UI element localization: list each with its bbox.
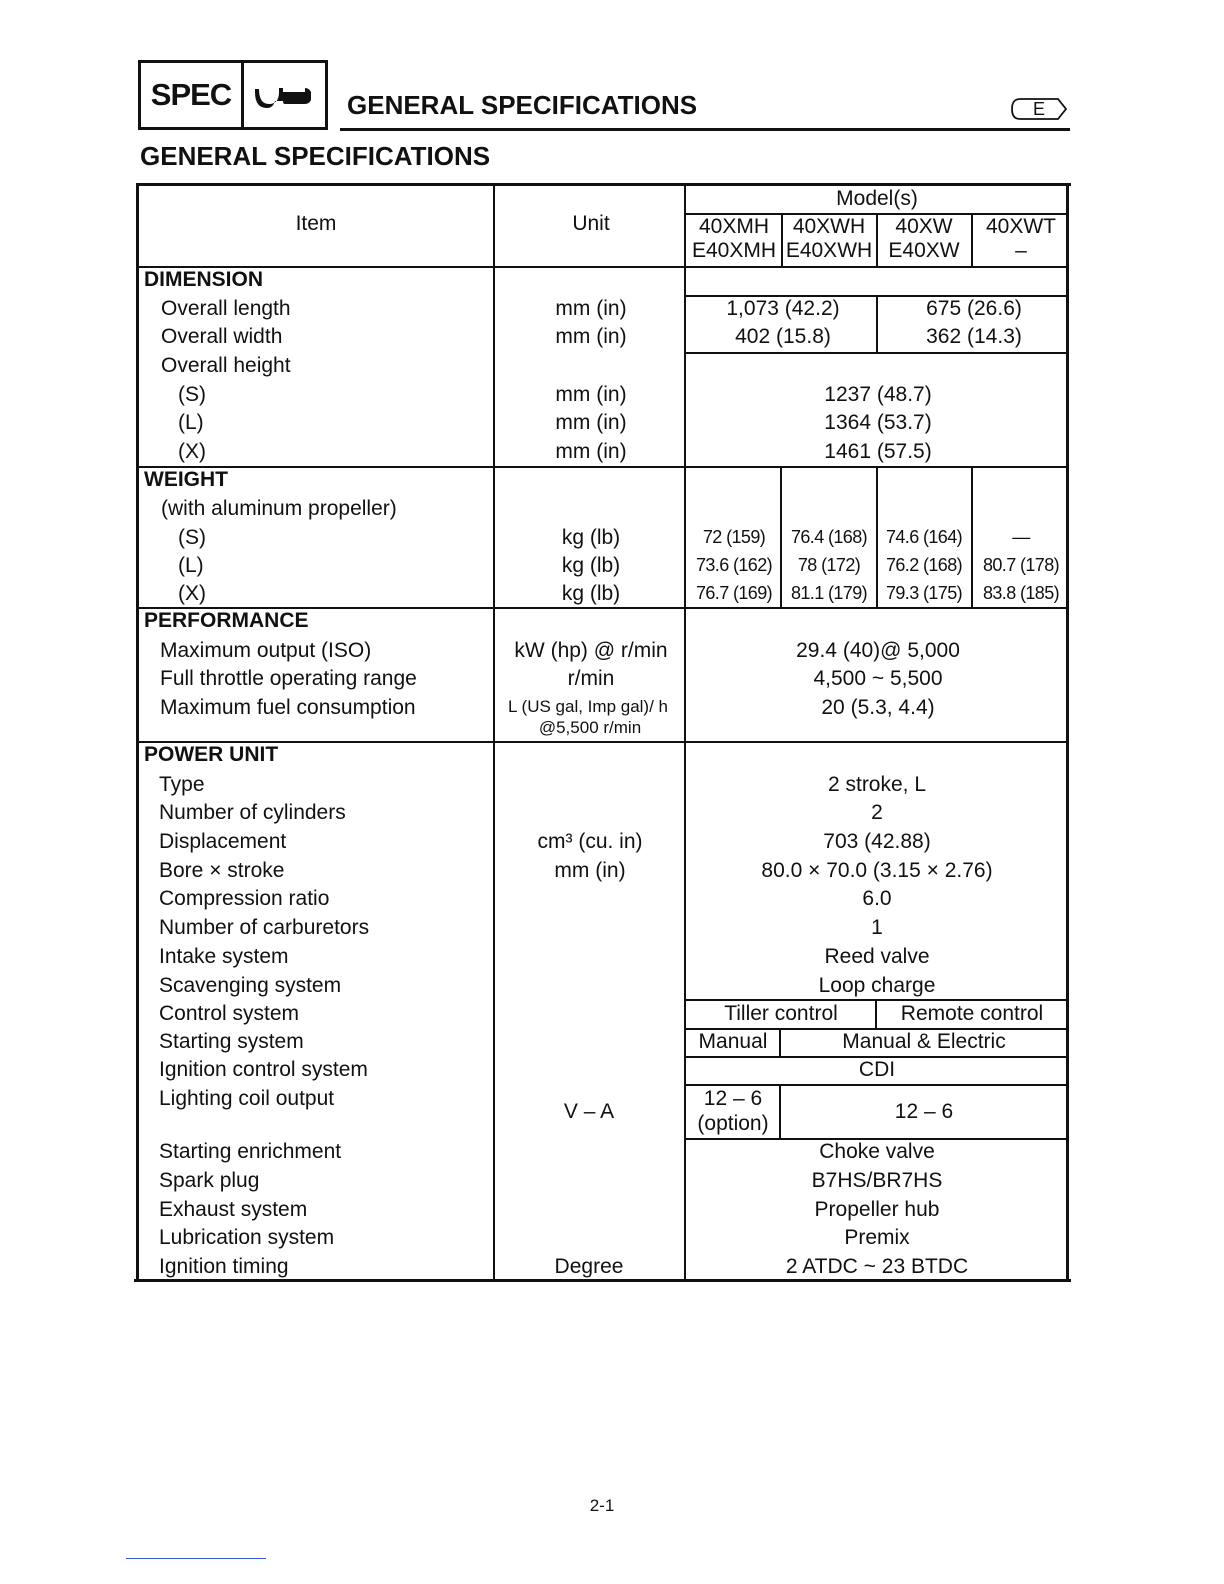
spec-label: Scavenging system xyxy=(159,974,342,997)
spec-value: CDI xyxy=(858,1058,896,1081)
spec-value: Premix xyxy=(844,1226,910,1249)
spec-unit: r/min xyxy=(567,667,615,690)
power-unit-heading: POWER UNIT xyxy=(144,743,279,766)
column-divider xyxy=(779,1084,781,1138)
spec-value: 78 (172) xyxy=(797,555,861,575)
spec-unit: kg (lb) xyxy=(561,554,621,577)
spec-value: (option) xyxy=(697,1112,769,1135)
spec-value: — xyxy=(1012,527,1030,547)
models-column-header: Model(s) xyxy=(836,187,918,210)
spec-label: Ignition control system xyxy=(159,1058,368,1081)
model-alt-name: – xyxy=(1015,239,1027,262)
column-divider xyxy=(875,999,877,1028)
spec-unit: mm (in) xyxy=(555,325,627,348)
spec-value: B7HS/BR7HS xyxy=(811,1169,943,1192)
page-number: 2-1 xyxy=(589,1496,615,1515)
model-name: 40XWH xyxy=(792,215,866,238)
spec-label: Overall width xyxy=(161,325,283,348)
spec-unit: @5,500 r/min xyxy=(538,718,642,737)
spec-value: 12 – 6 xyxy=(703,1087,763,1110)
table-border-top xyxy=(136,183,1071,186)
spec-value: 79.3 (175) xyxy=(885,583,963,603)
model-alt-name: E40XWH xyxy=(785,239,873,262)
spec-unit: mm (in) xyxy=(555,383,627,406)
spec-label: Overall height xyxy=(161,354,291,377)
spec-unit: mm (in) xyxy=(555,440,627,463)
spec-value: 2 ATDC ~ 23 BTDC xyxy=(785,1255,969,1278)
spec-label: Control system xyxy=(159,1002,300,1025)
spec-label: (X) xyxy=(178,582,206,605)
spec-value: 1 xyxy=(871,916,883,939)
spec-label: Ignition timing xyxy=(159,1255,289,1278)
spec-value: 1364 (53.7) xyxy=(824,411,932,434)
spec-value: Manual xyxy=(698,1030,768,1053)
spec-label: Overall length xyxy=(161,297,291,320)
spec-value: 362 (14.3) xyxy=(926,325,1022,348)
model-name: 40XMH xyxy=(698,215,770,238)
spec-badge-label: SPEC xyxy=(141,63,244,127)
spec-value: 6.0 xyxy=(862,887,892,910)
spec-label: Bore × stroke xyxy=(159,859,285,882)
spec-label: Number of cylinders xyxy=(159,801,346,824)
spec-label: Displacement xyxy=(159,830,287,853)
spec-unit: kg (lb) xyxy=(561,582,621,605)
item-column-header: Item xyxy=(295,212,337,235)
spec-value: 72 (159) xyxy=(702,527,766,547)
column-divider xyxy=(971,466,973,607)
model-name: 40XWT xyxy=(985,215,1057,238)
unit-column-header: Unit xyxy=(572,212,610,235)
spec-value: 76.4 (168) xyxy=(790,527,868,547)
spec-value: 4,500 ~ 5,500 xyxy=(813,667,943,690)
footnote-rule xyxy=(126,1558,266,1559)
row-divider xyxy=(138,266,1068,268)
spec-value: Propeller hub xyxy=(814,1198,940,1221)
spec-value: Manual & Electric xyxy=(842,1030,1006,1053)
row-divider xyxy=(686,1084,1067,1086)
spec-value: Remote control xyxy=(900,1002,1044,1025)
row-divider xyxy=(686,352,1067,354)
spec-value: 74.6 (164) xyxy=(885,527,963,547)
spec-value: 402 (15.8) xyxy=(735,325,831,348)
spec-label: Compression ratio xyxy=(159,887,330,910)
spec-label: Lighting coil output xyxy=(159,1087,335,1110)
column-divider xyxy=(876,466,878,607)
spec-unit: kg (lb) xyxy=(561,526,621,549)
column-divider xyxy=(780,466,782,607)
spec-unit: Degree xyxy=(554,1255,624,1278)
performance-heading: PERFORMANCE xyxy=(144,609,309,632)
spec-label: (S) xyxy=(178,526,206,549)
spec-unit: V – A xyxy=(563,1100,615,1123)
model-name: 40XW xyxy=(895,215,953,238)
spec-value: 703 (42.88) xyxy=(823,830,931,853)
spec-value: 2 xyxy=(871,801,883,824)
spec-label: Exhaust system xyxy=(159,1198,308,1221)
column-divider xyxy=(493,185,495,1280)
column-divider xyxy=(684,185,686,1280)
spec-label: Starting enrichment xyxy=(159,1140,342,1163)
table-border-bottom xyxy=(134,1279,1071,1282)
spec-value: 2 stroke, L xyxy=(827,773,927,796)
column-divider xyxy=(971,213,973,266)
spec-value: 1,073 (42.2) xyxy=(726,297,840,320)
spec-value: 73.6 (162) xyxy=(695,555,773,575)
model-alt-name: E40XW xyxy=(888,239,960,262)
spec-value: 83.8 (185) xyxy=(982,583,1060,603)
spec-value: 80.7 (178) xyxy=(982,555,1060,575)
language-code: E xyxy=(1032,99,1045,119)
spec-value: 80.0 × 70.0 (3.15 × 2.76) xyxy=(761,859,993,882)
spec-label: Starting system xyxy=(159,1030,304,1053)
row-divider xyxy=(138,466,1068,468)
spec-value: 76.2 (168) xyxy=(885,555,963,575)
spec-value: 675 (26.6) xyxy=(926,297,1022,320)
header-title: GENERAL SPECIFICATIONS xyxy=(347,90,698,120)
spec-label: (L) xyxy=(178,411,204,434)
spec-value: Reed valve xyxy=(824,945,930,968)
column-divider xyxy=(876,295,878,352)
weight-heading: WEIGHT xyxy=(144,468,228,491)
spec-label: Maximum output (ISO) xyxy=(160,639,372,662)
spec-label: (L) xyxy=(178,554,204,577)
dimension-heading: DIMENSION xyxy=(144,268,264,291)
spec-label: (with aluminum propeller) xyxy=(161,497,397,520)
spec-value: 1461 (57.5) xyxy=(824,440,932,463)
section-title: GENERAL SPECIFICATIONS xyxy=(140,141,491,171)
spec-label: Maximum fuel consumption xyxy=(160,696,416,719)
spec-label: (S) xyxy=(178,383,206,406)
spec-label: Full throttle operating range xyxy=(160,667,417,690)
spec-value: 29.4 (40)@ 5,000 xyxy=(796,639,960,662)
spec-label: Spark plug xyxy=(159,1169,260,1192)
model-alt-name: E40XMH xyxy=(691,239,777,262)
column-divider xyxy=(779,1028,781,1056)
spec-unit: mm (in) xyxy=(555,297,627,320)
spec-unit: L (US gal, Imp gal)/ h xyxy=(508,697,668,716)
spec-value: 81.1 (179) xyxy=(790,583,868,603)
spec-label: Intake system xyxy=(159,945,289,968)
spec-label: (X) xyxy=(178,440,206,463)
column-divider xyxy=(781,213,783,266)
spec-unit: mm (in) xyxy=(554,859,626,882)
spec-unit: cm³ (cu. in) xyxy=(537,830,643,853)
spec-value: 1237 (48.7) xyxy=(824,383,932,406)
spec-value: 12 – 6 xyxy=(894,1100,954,1123)
spec-unit: kW (hp) @ r/min xyxy=(514,639,668,662)
spec-value: 20 (5.3, 4.4) xyxy=(821,696,935,719)
spec-value: 76.7 (169) xyxy=(695,583,773,603)
row-divider xyxy=(686,999,1067,1001)
spec-value: Loop charge xyxy=(818,974,936,997)
table-border-left xyxy=(136,183,139,1282)
spec-label: Type xyxy=(159,773,205,796)
spec-unit: mm (in) xyxy=(555,411,627,434)
spec-value: Tiller control xyxy=(724,1002,838,1025)
table-border-right xyxy=(1066,183,1069,1282)
spec-value: Choke valve xyxy=(819,1140,935,1163)
spec-label: Number of carburetors xyxy=(159,916,370,939)
column-divider xyxy=(876,213,878,266)
spec-label: Lubrication system xyxy=(159,1226,335,1249)
